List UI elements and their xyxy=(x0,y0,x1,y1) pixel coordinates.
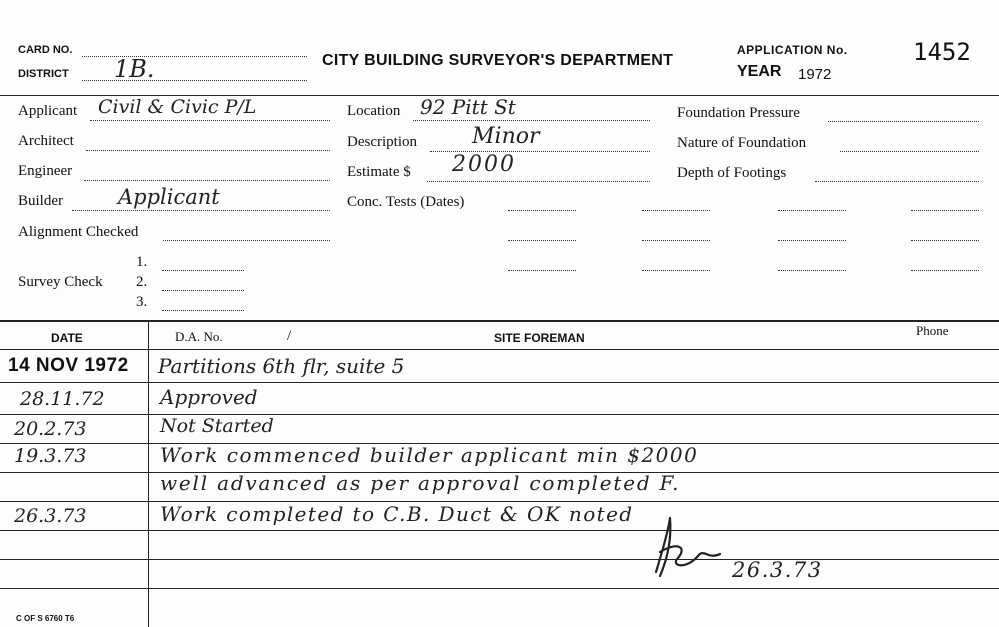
survey-number-2: 2. xyxy=(136,274,148,290)
conc-line-3a xyxy=(508,270,576,271)
log-date-4: 19.3.73 xyxy=(14,445,87,467)
log-row-line-2 xyxy=(0,414,999,415)
phone-header: Phone xyxy=(916,323,949,338)
da-slash: / xyxy=(287,328,292,344)
log-row-line-8 xyxy=(0,588,999,589)
district-value: 1B. xyxy=(114,55,155,83)
foreman-header: SITE FOREMAN xyxy=(494,331,585,345)
conc-line-1d xyxy=(911,210,979,211)
architect-label: Architect xyxy=(18,133,74,149)
engineer-line xyxy=(84,180,330,181)
builder-label: Builder xyxy=(18,193,63,209)
location-line xyxy=(413,120,650,121)
application-number: 1452 xyxy=(913,38,971,66)
log-date-3: 20.2.73 xyxy=(14,418,87,440)
engineer-label: Engineer xyxy=(18,163,73,179)
survey-number-3: 3. xyxy=(136,294,148,310)
conc-line-2a xyxy=(508,240,576,241)
log-date-6: 26.3.73 xyxy=(14,505,87,527)
log-header-line xyxy=(0,349,999,350)
date-header: DATE xyxy=(51,331,83,345)
architect-line xyxy=(86,150,330,151)
foundation-pressure-line xyxy=(828,121,979,122)
log-text-3: Not Started xyxy=(160,415,274,437)
conc-line-3c xyxy=(778,270,846,271)
log-text-4: Work commenced builder applicant min $2000 xyxy=(160,443,699,467)
estimate-value: 2000 xyxy=(452,152,516,177)
applicant-line xyxy=(90,120,330,121)
date-column-divider xyxy=(148,320,149,627)
log-text-6: Work completed to C.B. Duct & OK noted xyxy=(160,502,634,526)
location-value: 92 Pitt St xyxy=(420,95,516,119)
conc-line-2c xyxy=(778,240,846,241)
estimate-label: Estimate $ xyxy=(347,164,411,180)
log-date-2: 28.11.72 xyxy=(20,388,105,410)
department-title: CITY BUILDING SURVEYOR'S DEPARTMENT xyxy=(322,52,674,69)
conc-line-2b xyxy=(642,240,710,241)
district-label: DISTRICT xyxy=(18,68,69,80)
survey-line-3 xyxy=(162,310,244,311)
conc-tests-label: Conc. Tests (Dates) xyxy=(347,194,465,210)
survey-line-2 xyxy=(162,290,244,291)
log-row-line-6 xyxy=(0,530,999,531)
nature-foundation-label: Nature of Foundation xyxy=(677,135,807,151)
conc-line-1b xyxy=(642,210,710,211)
survey-check-label: Survey Check xyxy=(18,274,103,290)
survey-number-1: 1. xyxy=(136,254,148,270)
application-label: APPLICATION No. xyxy=(737,43,848,57)
description-label: Description xyxy=(347,134,417,150)
log-date-1: 14 NOV 1972 xyxy=(8,355,129,376)
card-no-label: CARD NO. xyxy=(18,44,73,56)
nature-foundation-line xyxy=(840,151,979,152)
foreman-signature xyxy=(648,512,728,580)
description-value: Minor xyxy=(472,124,540,149)
log-text-5: well advanced as per approval completed F. xyxy=(160,471,681,495)
applicant-value: Civil & Civic P/L xyxy=(98,96,257,118)
signature-date: 26.3.73 xyxy=(732,558,823,582)
depth-footings-label: Depth of Footings xyxy=(677,165,787,181)
conc-line-3b xyxy=(642,270,710,271)
builder-line xyxy=(72,210,330,211)
log-text-2: Approved xyxy=(160,385,258,409)
location-label: Location xyxy=(347,103,401,119)
conc-line-1c xyxy=(778,210,846,211)
depth-footings-line xyxy=(815,181,979,182)
da-header: D.A. No. xyxy=(175,329,223,344)
alignment-line xyxy=(163,240,330,241)
survey-line-1 xyxy=(162,270,244,271)
log-row-line-7 xyxy=(0,559,999,560)
builder-value: Applicant xyxy=(118,185,220,209)
estimate-line xyxy=(427,181,650,182)
foundation-pressure-label: Foundation Pressure xyxy=(677,105,800,121)
form-code: C OF S 6760 T6 xyxy=(16,614,75,623)
alignment-label: Alignment Checked xyxy=(18,224,139,240)
conc-line-2d xyxy=(911,240,979,241)
year-value: 1972 xyxy=(798,66,832,83)
year-label: YEAR xyxy=(737,63,782,80)
log-text-1: Partitions 6th flr, suite 5 xyxy=(158,354,405,378)
log-top-border xyxy=(0,320,999,322)
applicant-label: Applicant xyxy=(18,103,78,119)
conc-line-1a xyxy=(508,210,576,211)
log-row-line-1 xyxy=(0,382,999,383)
conc-line-3d xyxy=(911,270,979,271)
